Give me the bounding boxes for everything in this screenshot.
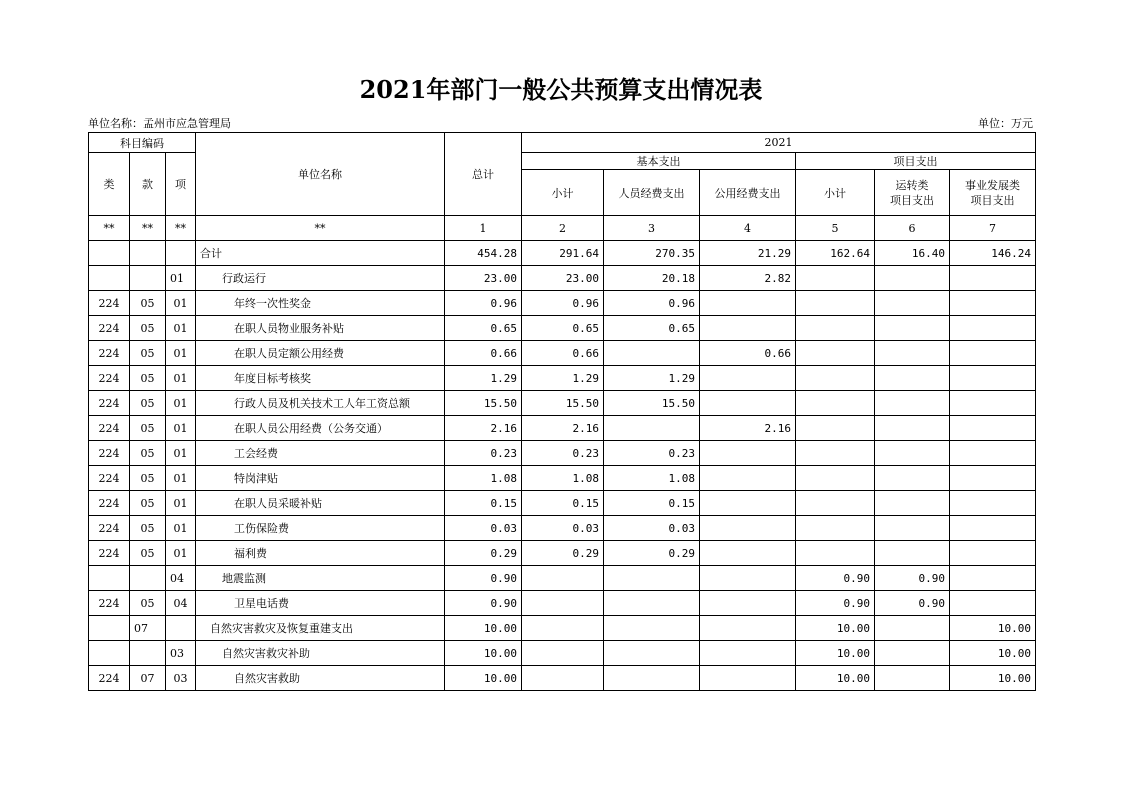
cell-xiang: 01: [166, 416, 196, 441]
cell-name: 行政人员及机关技术工人年工资总额: [196, 391, 445, 416]
cell-basic-sub: [522, 566, 604, 591]
table-row: [89, 366, 1036, 391]
cell-development: [950, 541, 1036, 566]
index-basic-sub: 2: [522, 216, 604, 241]
cell-name: 在职人员公用经费（公务交通）: [196, 416, 445, 441]
cell-public: [700, 391, 796, 416]
cell-development: 10.00: [950, 641, 1036, 666]
cell-personnel: 0.23: [604, 441, 700, 466]
cell-lei: 224: [89, 516, 130, 541]
cell-development: [950, 441, 1036, 466]
cell-project-sub: 10.00: [796, 666, 875, 691]
cell-name: 在职人员物业服务补贴: [196, 316, 445, 341]
cell-kuan: 07: [130, 666, 166, 691]
cell-personnel: [604, 566, 700, 591]
cell-lei: [89, 241, 130, 266]
cell-public: 2.82: [700, 266, 796, 291]
table-row: [89, 666, 1036, 691]
cell-xiang: 03: [166, 666, 196, 691]
cell-lei: [89, 566, 130, 591]
cell-total: 2.16: [445, 416, 522, 441]
cell-lei: 224: [89, 591, 130, 616]
index-lei: **: [89, 216, 130, 241]
header-personnel: 人员经费支出: [604, 170, 700, 216]
cell-operation: [875, 341, 950, 366]
cell-personnel: 0.15: [604, 491, 700, 516]
cell-xiang: 01: [166, 441, 196, 466]
cell-lei: 224: [89, 416, 130, 441]
cell-kuan: 05: [130, 491, 166, 516]
cell-total: 15.50: [445, 391, 522, 416]
cell-public: [700, 466, 796, 491]
cell-total: 0.29: [445, 541, 522, 566]
cell-public: [700, 641, 796, 666]
cell-development: [950, 391, 1036, 416]
table-row: [89, 441, 1036, 466]
cell-development: [950, 566, 1036, 591]
cell-project-sub: 0.90: [796, 591, 875, 616]
cell-project-sub: 162.64: [796, 241, 875, 266]
cell-operation: [875, 316, 950, 341]
cell-public: 21.29: [700, 241, 796, 266]
cell-name: 自然灾害救灾及恢复重建支出: [196, 616, 445, 641]
cell-name: 合计: [196, 241, 445, 266]
cell-basic-sub: 2.16: [522, 416, 604, 441]
cell-project-sub: [796, 316, 875, 341]
cell-public: [700, 616, 796, 641]
header-project-subtotal: 小计: [796, 170, 875, 216]
cell-xiang: 01: [166, 366, 196, 391]
cell-kuan: [130, 266, 166, 291]
cell-project-sub: [796, 266, 875, 291]
cell-total: 0.96: [445, 291, 522, 316]
cell-personnel: 15.50: [604, 391, 700, 416]
cell-public: [700, 591, 796, 616]
unit-name: 单位名称：孟州市应急管理局: [88, 117, 231, 130]
cell-total: 454.28: [445, 241, 522, 266]
cell-public: [700, 366, 796, 391]
cell-operation: [875, 466, 950, 491]
cell-development: 146.24: [950, 241, 1036, 266]
cell-kuan: 05: [130, 516, 166, 541]
cell-operation: [875, 366, 950, 391]
header-org-name: 单位名称: [196, 133, 445, 216]
cell-public: 0.66: [700, 341, 796, 366]
index-name: **: [196, 216, 445, 241]
cell-personnel: 0.96: [604, 291, 700, 316]
cell-personnel: [604, 616, 700, 641]
cell-basic-sub: 0.29: [522, 541, 604, 566]
cell-basic-sub: 0.15: [522, 491, 604, 516]
cell-total: 0.66: [445, 341, 522, 366]
cell-xiang: 01: [166, 391, 196, 416]
currency-unit: 单位：万元: [978, 117, 1033, 130]
cell-lei: [89, 266, 130, 291]
cell-project-sub: [796, 491, 875, 516]
cell-total: 23.00: [445, 266, 522, 291]
cell-public: [700, 316, 796, 341]
cell-name: 在职人员采暖补贴: [196, 491, 445, 516]
cell-basic-sub: 1.08: [522, 466, 604, 491]
cell-kuan: 05: [130, 441, 166, 466]
cell-kuan: 05: [130, 366, 166, 391]
cell-development: [950, 416, 1036, 441]
cell-basic-sub: [522, 666, 604, 691]
header-year: 2021: [522, 133, 1036, 153]
cell-xiang: 01: [166, 466, 196, 491]
cell-name: 年终一次性奖金: [196, 291, 445, 316]
cell-project-sub: [796, 441, 875, 466]
index-operation: 6: [875, 216, 950, 241]
cell-personnel: 1.29: [604, 366, 700, 391]
cell-name: 行政运行: [196, 266, 445, 291]
cell-total: 0.03: [445, 516, 522, 541]
header-basic: 基本支出: [522, 153, 796, 170]
table-row: [89, 466, 1036, 491]
header-total: 总计: [445, 133, 522, 216]
cell-name: 自然灾害救灾补助: [196, 641, 445, 666]
cell-kuan: 05: [130, 291, 166, 316]
header-project: 项目支出: [796, 153, 1036, 170]
cell-total: 0.90: [445, 566, 522, 591]
cell-public: [700, 291, 796, 316]
header-subject-code: 科目编码: [89, 133, 196, 153]
cell-personnel: [604, 641, 700, 666]
cell-kuan: 05: [130, 466, 166, 491]
index-total: 1: [445, 216, 522, 241]
cell-project-sub: 10.00: [796, 641, 875, 666]
cell-public: [700, 666, 796, 691]
cell-xiang: 01: [166, 316, 196, 341]
cell-basic-sub: 23.00: [522, 266, 604, 291]
cell-development: [950, 316, 1036, 341]
index-personnel: 3: [604, 216, 700, 241]
cell-name: 年度目标考核奖: [196, 366, 445, 391]
cell-basic-sub: 1.29: [522, 366, 604, 391]
cell-kuan: [130, 566, 166, 591]
cell-operation: [875, 391, 950, 416]
cell-total: 10.00: [445, 666, 522, 691]
cell-lei: 224: [89, 491, 130, 516]
table-row: [89, 341, 1036, 366]
cell-project-sub: [796, 366, 875, 391]
cell-xiang: 01: [166, 541, 196, 566]
cell-total: 0.90: [445, 591, 522, 616]
cell-personnel: 0.03: [604, 516, 700, 541]
index-xiang: **: [166, 216, 196, 241]
cell-xiang: [166, 241, 196, 266]
cell-xiang: 01: [166, 291, 196, 316]
table-row: [89, 491, 1036, 516]
table-row: [89, 416, 1036, 441]
cell-public: [700, 491, 796, 516]
cell-operation: [875, 616, 950, 641]
table-row: [89, 241, 1036, 266]
cell-personnel: 1.08: [604, 466, 700, 491]
header-operation: 运转类 项目支出: [875, 170, 950, 216]
cell-kuan: 05: [130, 391, 166, 416]
table-row: [89, 266, 1036, 291]
cell-public: [700, 541, 796, 566]
cell-personnel: 0.65: [604, 316, 700, 341]
cell-development: 10.00: [950, 666, 1036, 691]
cell-personnel: 20.18: [604, 266, 700, 291]
index-project-sub: 5: [796, 216, 875, 241]
table-row: [89, 291, 1036, 316]
cell-name: 工伤保险费: [196, 516, 445, 541]
cell-development: 10.00: [950, 616, 1036, 641]
cell-development: [950, 591, 1036, 616]
cell-development: [950, 266, 1036, 291]
cell-name: 自然灾害救助: [196, 666, 445, 691]
cell-basic-sub: 15.50: [522, 391, 604, 416]
table-row: [89, 566, 1036, 591]
cell-basic-sub: [522, 641, 604, 666]
cell-kuan: 05: [130, 316, 166, 341]
cell-basic-sub: 0.66: [522, 341, 604, 366]
cell-basic-sub: [522, 616, 604, 641]
cell-name: 特岗津贴: [196, 466, 445, 491]
cell-public: [700, 441, 796, 466]
cell-project-sub: [796, 416, 875, 441]
cell-kuan: 05: [130, 416, 166, 441]
index-kuan: **: [130, 216, 166, 241]
cell-xiang: 01: [166, 491, 196, 516]
cell-kuan: 05: [130, 541, 166, 566]
cell-kuan: 05: [130, 591, 166, 616]
cell-xiang: 01: [166, 341, 196, 366]
cell-operation: [875, 641, 950, 666]
header-xiang: 项: [166, 153, 196, 216]
cell-lei: 224: [89, 391, 130, 416]
cell-operation: [875, 441, 950, 466]
header-basic-subtotal: 小计: [522, 170, 604, 216]
page-title: 2021年部门一般公共预算支出情况表: [359, 75, 763, 104]
cell-project-sub: [796, 541, 875, 566]
cell-operation: 0.90: [875, 591, 950, 616]
cell-xiang: [166, 616, 196, 641]
cell-project-sub: [796, 516, 875, 541]
cell-name: 卫星电话费: [196, 591, 445, 616]
header-kuan: 款: [130, 153, 166, 216]
cell-personnel: [604, 416, 700, 441]
cell-personnel: [604, 591, 700, 616]
cell-total: 10.00: [445, 641, 522, 666]
table-row: [89, 316, 1036, 341]
cell-kuan: [130, 241, 166, 266]
cell-kuan: 07: [130, 616, 166, 641]
cell-xiang: 01: [166, 516, 196, 541]
cell-lei: 224: [89, 291, 130, 316]
cell-personnel: [604, 666, 700, 691]
cell-lei: 224: [89, 366, 130, 391]
cell-operation: 0.90: [875, 566, 950, 591]
cell-total: 1.29: [445, 366, 522, 391]
cell-development: [950, 366, 1036, 391]
cell-name: 在职人员定额公用经费: [196, 341, 445, 366]
cell-name: 福利费: [196, 541, 445, 566]
budget-table: [88, 132, 1036, 691]
cell-basic-sub: [522, 591, 604, 616]
header-development: 事业发展类 项目支出: [950, 170, 1036, 216]
cell-lei: 224: [89, 666, 130, 691]
cell-project-sub: 10.00: [796, 616, 875, 641]
cell-operation: [875, 266, 950, 291]
header-lei: 类: [89, 153, 130, 216]
table-row: [89, 641, 1036, 666]
cell-operation: 16.40: [875, 241, 950, 266]
cell-name: 工会经费: [196, 441, 445, 466]
cell-xiang: 03: [166, 641, 196, 666]
cell-operation: [875, 541, 950, 566]
cell-lei: [89, 641, 130, 666]
cell-xiang: 04: [166, 566, 196, 591]
cell-development: [950, 491, 1036, 516]
cell-personnel: 270.35: [604, 241, 700, 266]
cell-total: 0.23: [445, 441, 522, 466]
header-public: 公用经费支出: [700, 170, 796, 216]
cell-lei: 224: [89, 441, 130, 466]
table-row: [89, 616, 1036, 641]
cell-operation: [875, 516, 950, 541]
cell-total: 0.15: [445, 491, 522, 516]
table-row: [89, 516, 1036, 541]
cell-development: [950, 291, 1036, 316]
cell-development: [950, 341, 1036, 366]
cell-lei: [89, 616, 130, 641]
cell-public: 2.16: [700, 416, 796, 441]
cell-kuan: 05: [130, 341, 166, 366]
cell-lei: 224: [89, 341, 130, 366]
cell-basic-sub: 0.23: [522, 441, 604, 466]
index-row: [89, 216, 1036, 241]
cell-operation: [875, 491, 950, 516]
cell-basic-sub: 0.96: [522, 291, 604, 316]
cell-personnel: 0.29: [604, 541, 700, 566]
cell-operation: [875, 291, 950, 316]
cell-public: [700, 516, 796, 541]
cell-xiang: 01: [166, 266, 196, 291]
cell-total: 10.00: [445, 616, 522, 641]
cell-development: [950, 466, 1036, 491]
cell-project-sub: 0.90: [796, 566, 875, 591]
table-row: [89, 591, 1036, 616]
cell-project-sub: [796, 466, 875, 491]
index-development: 7: [950, 216, 1036, 241]
cell-total: 1.08: [445, 466, 522, 491]
table-row: [89, 541, 1036, 566]
cell-total: 0.65: [445, 316, 522, 341]
cell-xiang: 04: [166, 591, 196, 616]
cell-project-sub: [796, 341, 875, 366]
cell-basic-sub: 0.03: [522, 516, 604, 541]
cell-development: [950, 516, 1036, 541]
cell-basic-sub: 291.64: [522, 241, 604, 266]
cell-public: [700, 566, 796, 591]
cell-project-sub: [796, 291, 875, 316]
cell-operation: [875, 416, 950, 441]
cell-basic-sub: 0.65: [522, 316, 604, 341]
cell-lei: 224: [89, 316, 130, 341]
cell-name: 地震监测: [196, 566, 445, 591]
cell-operation: [875, 666, 950, 691]
index-public: 4: [700, 216, 796, 241]
table-row: [89, 391, 1036, 416]
cell-project-sub: [796, 391, 875, 416]
cell-kuan: [130, 641, 166, 666]
cell-personnel: [604, 341, 700, 366]
cell-lei: 224: [89, 466, 130, 491]
cell-lei: 224: [89, 541, 130, 566]
